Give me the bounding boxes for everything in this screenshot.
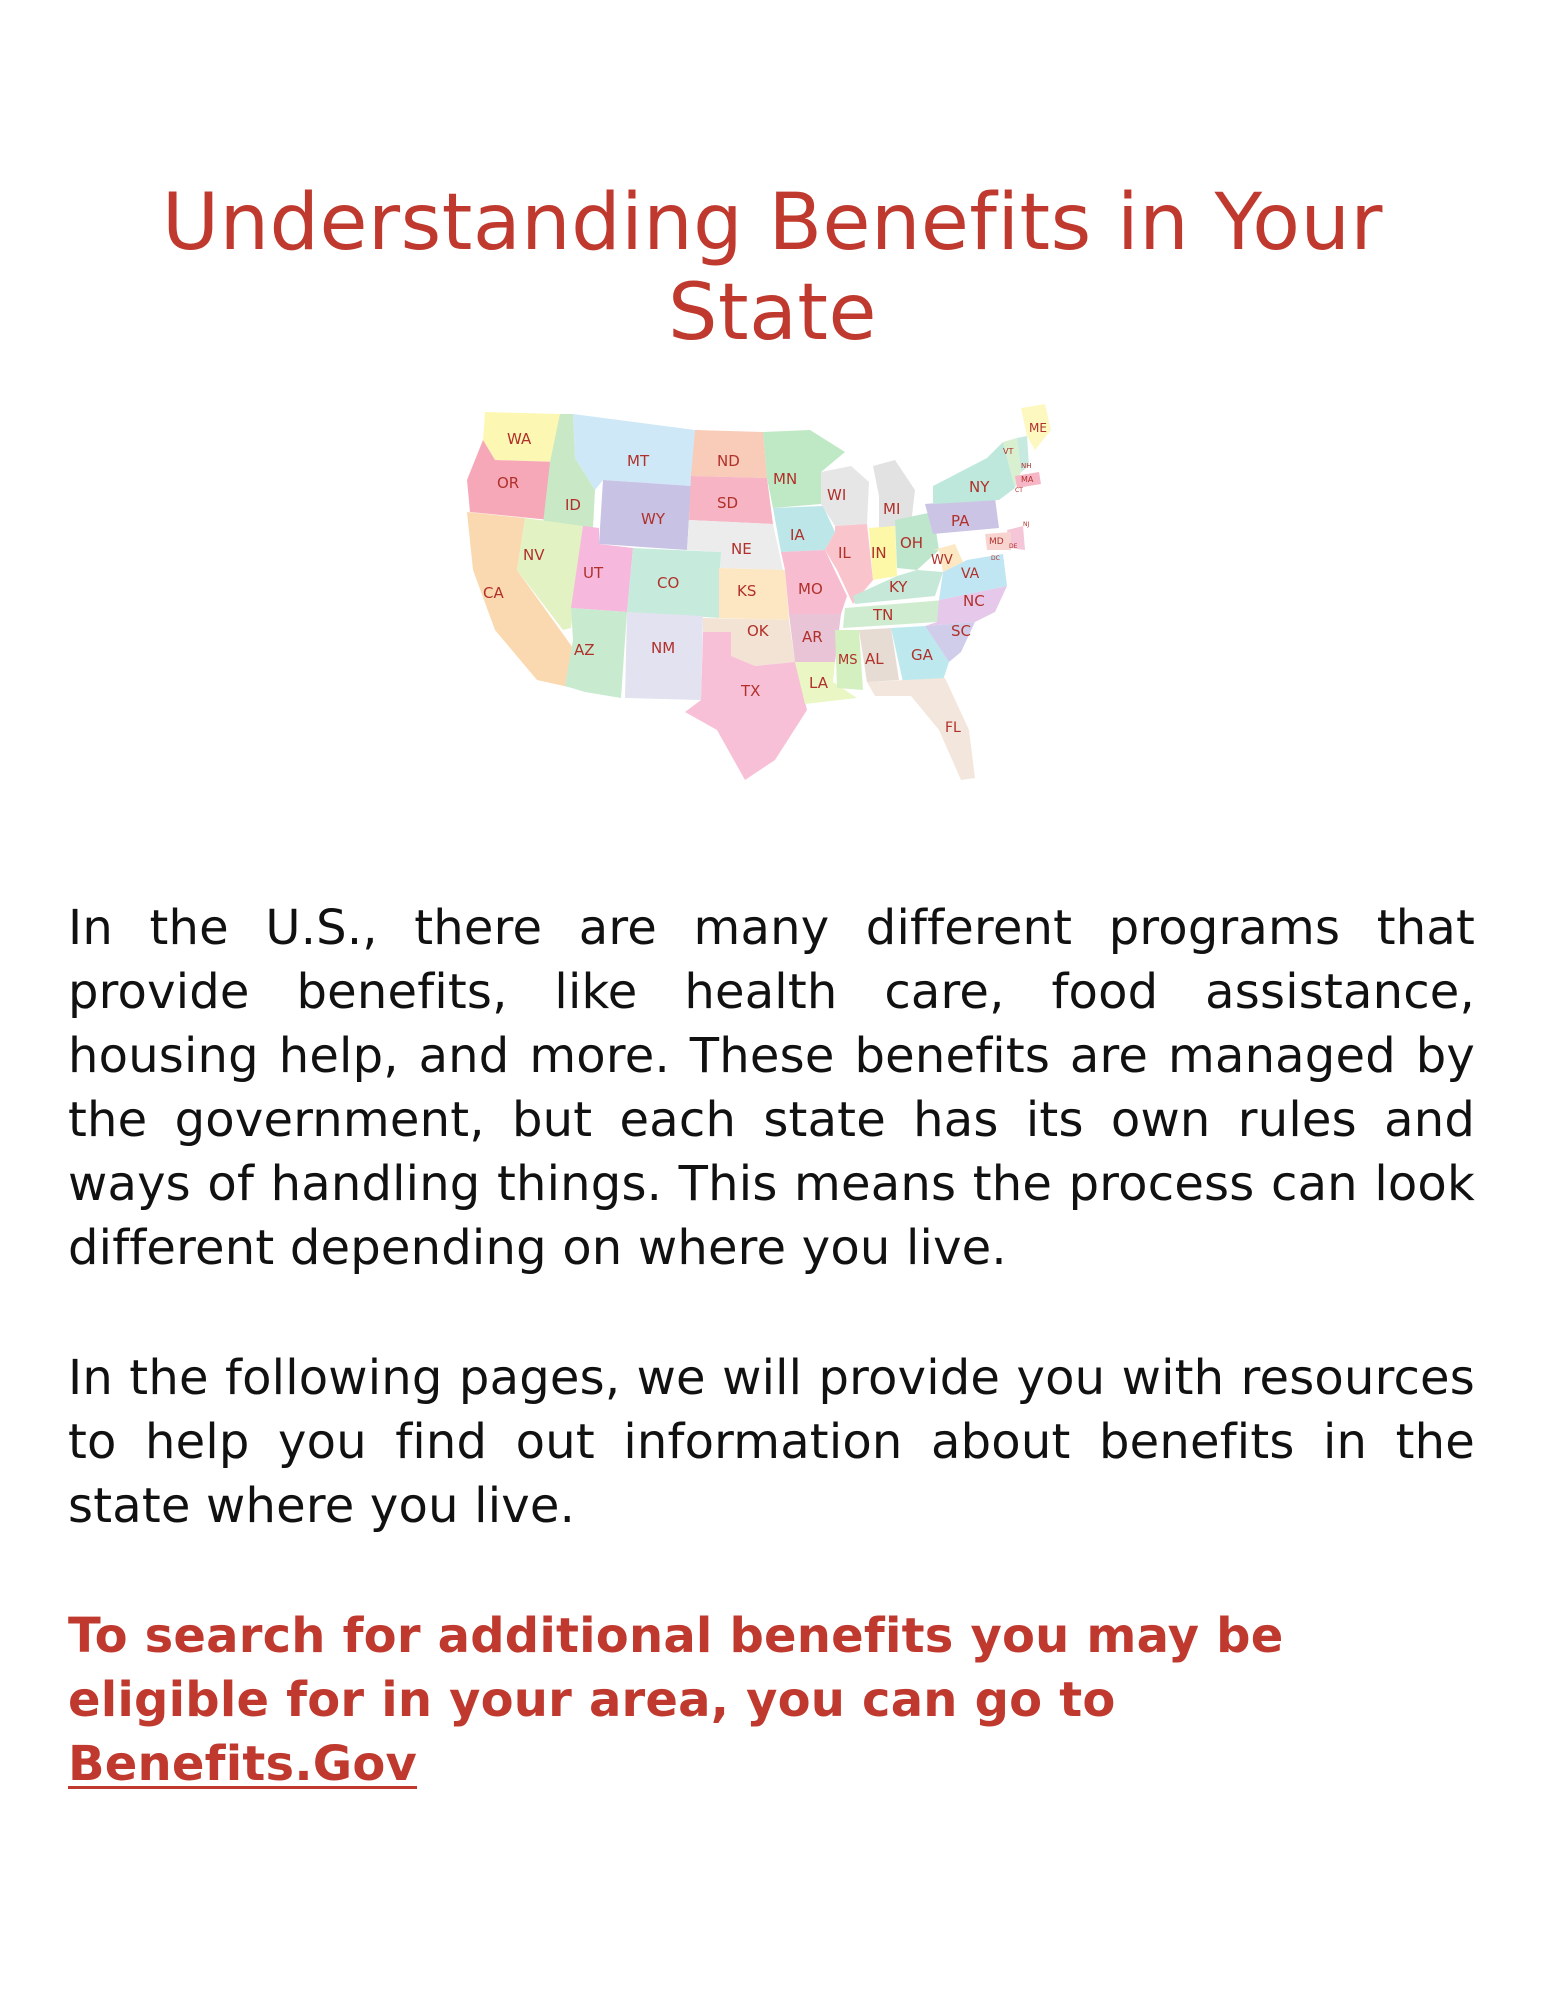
benefits-gov-link[interactable]: Benefits.Gov <box>68 1736 418 1792</box>
following-pages-paragraph: In the following pages, we will provide you with resources to help you find out information about benefits in the state where you live. <box>68 1350 1475 1534</box>
state-label-nv: NV <box>523 546 545 564</box>
page-title: Understanding Benefits in Your State <box>162 178 1383 358</box>
state-label-nh: NH <box>1021 462 1032 470</box>
state-label-co: CO <box>657 574 680 592</box>
state-label-wy: WY <box>641 510 665 528</box>
state-label-oh: OH <box>900 534 924 552</box>
state-label-id: ID <box>565 496 581 514</box>
state-label-me: ME <box>1029 421 1047 435</box>
state-label-mo: MO <box>798 580 823 598</box>
state-label-ky: KY <box>889 578 908 596</box>
state-label-vt: VT <box>1003 447 1014 456</box>
state-label-ma: MA <box>1021 475 1034 484</box>
state-label-or: OR <box>497 474 520 492</box>
state-label-in: IN <box>871 544 887 562</box>
state-label-nj: NJ <box>1023 521 1030 528</box>
state-label-ga: GA <box>911 646 933 664</box>
state-label-la: LA <box>809 674 828 692</box>
search-benefits-paragraph <box>68 1604 1475 1796</box>
state-label-ct: CT <box>1015 487 1023 494</box>
state-label-sd: SD <box>717 494 739 512</box>
us-map-graphic <box>455 400 1095 800</box>
state-label-wv: WV <box>931 553 953 568</box>
intro-paragraph: In the U.S., there are many different programs that provide benefits, like health care, food assistance, housing help, and more. These benefits are managed by the government, but each state has its own rules and ways of handling things. This means the process can look different depending on where you live. <box>68 900 1475 1276</box>
state-label-fl: FL <box>945 720 961 736</box>
state-label-ny: NY <box>969 478 990 496</box>
state-label-sc: SC <box>951 622 971 640</box>
state-label-dc: DC <box>991 555 1000 562</box>
us-states-map <box>455 400 1095 800</box>
state-label-pa: PA <box>951 512 970 530</box>
search-benefits-text: To search for additional benefits you may be eligible for in your area, you can go to <box>68 1608 1284 1728</box>
state-label-ut: UT <box>583 564 604 582</box>
state-label-nm: NM <box>651 639 676 657</box>
state-label-al: AL <box>865 650 884 668</box>
state-label-ia: IA <box>790 526 805 544</box>
state-label-tx: TX <box>741 682 761 700</box>
state-label-ca: CA <box>483 584 504 602</box>
state-label-mi: MI <box>883 500 901 518</box>
state-label-tn: TN <box>873 606 894 624</box>
state-label-ok: OK <box>747 622 769 640</box>
state-label-nd: ND <box>717 452 740 470</box>
state-label-ms: MS <box>838 653 858 668</box>
state-label-wi: WI <box>827 486 847 504</box>
state-label-va: VA <box>961 566 980 582</box>
state-label-mn: MN <box>773 470 798 488</box>
state-label-wa: WA <box>507 430 532 448</box>
state-label-de: DE <box>1009 543 1018 550</box>
state-label-ks: KS <box>737 582 757 600</box>
state-label-az: AZ <box>574 641 595 659</box>
state-label-il: IL <box>838 544 851 562</box>
state-label-mt: MT <box>627 452 650 470</box>
state-label-md: MD <box>989 537 1004 547</box>
state-label-nc: NC <box>963 592 985 610</box>
state-label-ne: NE <box>731 540 752 558</box>
state-label-ar: AR <box>802 628 823 646</box>
